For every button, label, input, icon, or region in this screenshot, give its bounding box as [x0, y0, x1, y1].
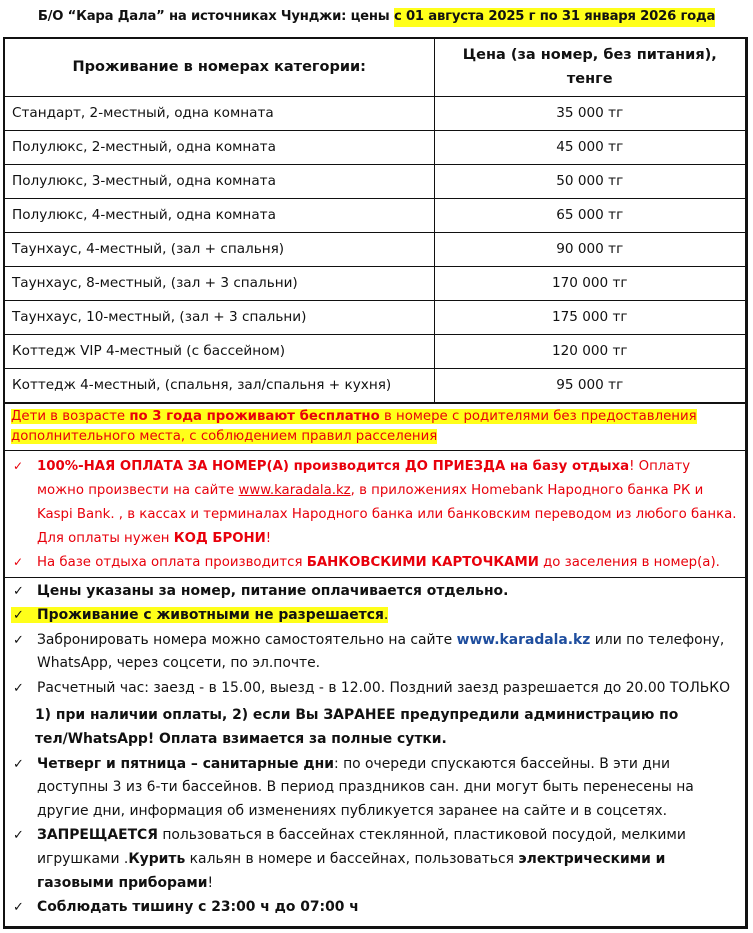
rule-item-sanitary-days: ✓ Четверг и пятница – санитарные дни: по очереди спускаются бассейны. В эти дни доступны 3 из 6-ти бассейнов. В период праздников сан. дни могут быть перенесены на другие дни, информация об изменениях публикуется заранее на сайте и в соцсетях. [11, 753, 739, 824]
room-category: Таунхаус, 4-местный, (зал + спальня) [5, 232, 434, 266]
check-icon: ✓ [13, 632, 24, 648]
check-icon: ✓ [13, 828, 24, 844]
room-price: 45 000 тг [434, 130, 745, 164]
title-date-range: с 01 августа 2025 г по 31 января 2026 года [394, 8, 715, 27]
room-price: 170 000 тг [434, 266, 745, 300]
payment-item-prepayment: ✓ 100%-НАЯ ОПЛАТА ЗА НОМЕР(А) производится ДО ПРИЕЗДА на базу отдыха! Оплату можно произвести на сайте www.karadala.kz, в приложениях Homebank Народного банка РК и Kaspi Bank. , в кассах и терминалах Народного банка или банковским переводом из любого банка. Для оплаты нужен КОД БРОНИ! [11, 455, 739, 551]
late-checkin-conditions: 1) при наличии оплаты, 2) если Вы ЗАРАНЕЕ предупредили администрацию по тел/WhatsApp! Оплата взимается за полные сутки. [35, 707, 679, 748]
room-price: 65 000 тг [434, 198, 745, 232]
table-row [5, 266, 745, 300]
price-sheet [3, 37, 748, 929]
room-category: Полулюкс, 2-местный, одна комната [5, 130, 434, 164]
check-icon: ✓ [13, 608, 24, 624]
kids-note-line2: дополнительного места, с соблюдением правил расселения [11, 429, 438, 444]
price-table [5, 39, 745, 403]
room-price: 35 000 тг [434, 96, 745, 130]
check-icon: ✓ [13, 680, 24, 696]
check-icon: ✓ [13, 756, 24, 772]
room-category: Коттедж 4-местный, (спальня, зал/спальня + кухня) [5, 368, 434, 402]
table-row [5, 96, 745, 130]
rule-item-checkin-time: ✓ Расчетный час: заезд - в 15.00, выезд - в 12.00. Поздний заезд разрешается до 20.00 ТОЛЬКО [11, 677, 739, 701]
room-price: 120 000 тг [434, 334, 745, 368]
room-price: 90 000 тг [434, 232, 745, 266]
check-icon: ✓ [13, 900, 24, 916]
rule-item-prohibited: ✓ ЗАПРЕЩАЕТСЯ пользоваться в бассейнах стеклянной, пластиковой посудой, мелкими игрушками .Курить кальян в номере и бассейнах, пользоваться электрическими и газовыми приборами! [11, 824, 739, 895]
document-title [0, 9, 753, 24]
rule-item-no-pets [11, 604, 739, 628]
payment-item-cards: ✓ На базе отдыха оплата производится БАНКОВСКИМИ КАРТОЧКАМИ до заселения в номер(а). [11, 551, 739, 575]
check-icon: ✓ [13, 554, 24, 569]
room-category: Таунхаус, 8-местный, (зал + 3 спальни) [5, 266, 434, 300]
table-header-row [5, 39, 745, 96]
room-category: Полулюкс, 3-местный, одна комната [5, 164, 434, 198]
check-icon: ✓ [13, 583, 24, 599]
rule-item-booking: ✓ Забронировать номера можно самостоятельно на сайте www.karadala.kz или по телефону, WhatsApp, через соцсети, по эл.почте. [11, 629, 739, 676]
kids-free-emphasis: по 3 года проживают бесплатно [129, 408, 380, 424]
check-icon: ✓ [13, 458, 24, 473]
rule-item-prices: ✓ Цены указаны за номер, питание оплачивается отдельно. [11, 580, 739, 604]
table-row [5, 198, 745, 232]
table-row [5, 368, 745, 402]
column-header-category: Проживание в номерах категории: [5, 39, 434, 96]
table-row [5, 300, 745, 334]
room-price: 95 000 тг [434, 368, 745, 402]
website-link[interactable]: www.karadala.kz [456, 631, 591, 648]
table-row [5, 232, 745, 266]
room-price: 175 000 тг [434, 300, 745, 334]
rules-section [5, 578, 745, 920]
website-link[interactable]: www.karadala.kz [238, 482, 351, 498]
room-category: Таунхаус, 10-местный, (зал + 3 спальни) [5, 300, 434, 334]
rule-item-quiet-hours: ✓ Соблюдать тишину с 23:00 ч до 07:00 ч [11, 896, 739, 920]
booking-code-emphasis: КОД БРОНИ [173, 530, 266, 546]
kids-note-text: Дети в возрасте по 3 года проживают бесплатно в номере с родителями без предоставления [11, 408, 697, 424]
payment-section [5, 451, 745, 578]
column-header-price: Цена (за номер, без питания), тенге [434, 39, 745, 96]
kids-note [5, 403, 745, 451]
room-category: Стандарт, 2-местный, одна комната [5, 96, 434, 130]
room-category: Коттедж VIP 4-местный (с бассейном) [5, 334, 434, 368]
room-price: 50 000 тг [434, 164, 745, 198]
room-category: Полулюкс, 4-местный, одна комната [5, 198, 434, 232]
table-row [5, 164, 745, 198]
no-pets-highlight: ✓ Проживание с животными не разрешается. [11, 607, 388, 623]
table-row [5, 334, 745, 368]
title-prefix: Б/О “Кара Дала” на источниках Чунджи: цены [37, 9, 394, 24]
table-row [5, 130, 745, 164]
